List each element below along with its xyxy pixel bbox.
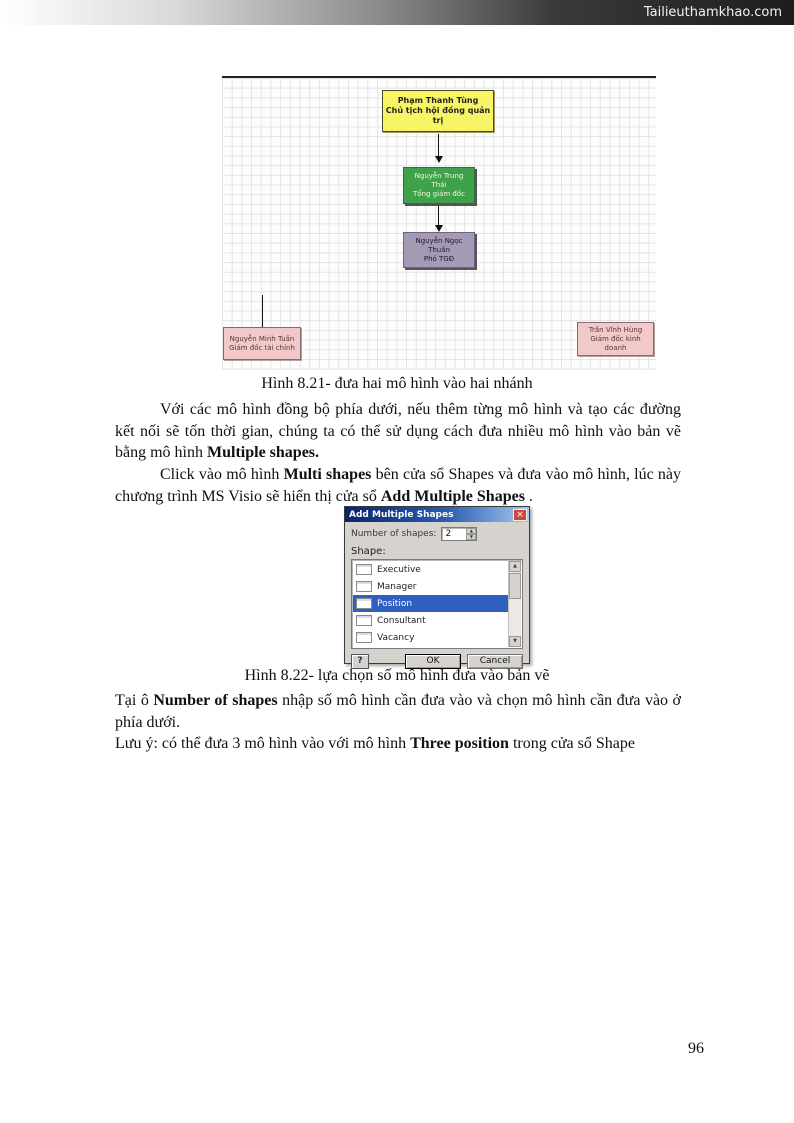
org-box-line: Thuấn — [428, 245, 450, 254]
shape-thumbnail-icon — [356, 564, 372, 575]
figure-caption-8-21: Hình 8.21- đưa hai mô hình vào hai nhánh — [261, 375, 533, 392]
dialog-body — [345, 522, 529, 672]
org-chart-figure — [222, 76, 656, 370]
body-text: Lưu ý: có thể đưa 3 mô hình vào với mô hình — [115, 735, 411, 752]
org-box-line: Nguyễn Ngọc — [415, 236, 463, 245]
dialog-title: Add Multiple Shapes — [349, 509, 454, 520]
watermark-text: Tailieuthamkhao.com — [643, 5, 782, 20]
org-box-line: Phạm Thanh Tùng — [397, 96, 479, 105]
org-box-line: Giám đốc kinh — [590, 334, 641, 343]
shape-listbox — [351, 559, 523, 649]
paragraph-multi-shapes-click — [115, 464, 681, 507]
org-box-line: Giám đốc tài chính — [229, 343, 295, 352]
org-box-finance — [223, 327, 301, 360]
org-box-line: Nguyễn Minh Tuấn — [229, 334, 295, 343]
paragraph-number-of-shapes — [115, 690, 681, 733]
org-box-sales — [577, 322, 654, 356]
shape-thumbnail-icon — [356, 632, 372, 643]
vertical-scrollbar[interactable] — [508, 561, 521, 647]
scrollbar-thumb[interactable] — [509, 573, 521, 599]
list-item-position[interactable] — [353, 595, 508, 612]
spinner-buttons — [466, 528, 476, 540]
list-item-executive[interactable] — [353, 561, 508, 578]
org-box-line: Thái — [431, 181, 447, 189]
shape-list — [353, 561, 508, 647]
dialog-titlebar[interactable] — [345, 507, 529, 522]
org-box-line: Tổng giám đốc — [413, 190, 465, 198]
list-item-label: Vacancy — [377, 632, 415, 643]
arrow-down-icon — [435, 225, 443, 232]
paragraph-note-three-position — [115, 733, 681, 755]
scroll-down-icon[interactable]: ▼ — [509, 636, 521, 647]
bold-term: Number of shapes — [153, 692, 278, 709]
arrow-down-icon — [435, 156, 443, 163]
org-box-line: Nguyễn Trung — [414, 172, 464, 180]
list-item-label: Position — [377, 598, 413, 609]
list-item-vacancy[interactable] — [353, 629, 508, 646]
number-of-shapes-value[interactable]: 2 — [445, 529, 452, 539]
ok-button[interactable]: OK — [405, 654, 461, 669]
page-number: 96 — [688, 1040, 704, 1057]
figure-caption-8-22: Hình 8.22- lựa chọn số mô hình đưa vào bản vẽ — [244, 667, 550, 684]
shape-thumbnail-icon — [356, 598, 372, 609]
list-item-manager[interactable] — [353, 578, 508, 595]
org-box-ceo — [403, 167, 475, 204]
org-box-line: doanh — [604, 343, 627, 352]
shape-label: Shape: — [351, 546, 386, 557]
org-box-deputy — [403, 232, 475, 268]
body-text: nhập số mô hình cần đưa vào và chọn mô hình cần đưa vào ở phía dưới. — [115, 692, 682, 731]
spinner-down-icon[interactable]: ▼ — [466, 534, 476, 540]
list-item-label: Manager — [377, 581, 417, 592]
connector-line — [438, 206, 439, 225]
help-button[interactable]: ? — [351, 654, 369, 669]
bold-term: Three position — [410, 735, 509, 752]
body-text: Click vào mô hình — [160, 466, 284, 483]
body-text: Tại ô — [115, 692, 154, 709]
list-item-consultant[interactable] — [353, 612, 508, 629]
watermark-bar — [0, 0, 794, 25]
org-box-line: trị — [432, 116, 444, 125]
close-icon[interactable]: × — [513, 509, 527, 521]
org-box-line: Trần Vĩnh Hùng — [588, 325, 643, 334]
number-of-shapes-input[interactable] — [441, 527, 477, 541]
number-of-shapes-label: Number of shapes: — [351, 529, 437, 539]
body-text: . — [524, 487, 533, 505]
bold-term: Add Multiple Shapes — [380, 487, 525, 505]
scroll-up-icon[interactable]: ▲ — [509, 561, 521, 572]
add-multiple-shapes-dialog — [344, 506, 530, 664]
list-item-label: Executive — [377, 564, 421, 575]
shape-thumbnail-icon — [356, 615, 372, 626]
cancel-button[interactable]: Cancel — [467, 654, 523, 669]
org-box-line: Chủ tịch hội đồng quản — [385, 106, 491, 115]
list-item-label: Consultant — [377, 615, 426, 626]
body-text: trong cửa sổ Shape — [508, 735, 635, 752]
body-text: Với các mô hình đồng bộ phía dưới, nếu thêm từng mô hình và tạo các đường kết nối sẽ tốn thời gian, chúng ta có thể sử dụng cách đưa nhiều mô hình vào bản vẽ bằng mô hình — [115, 401, 681, 462]
number-of-shapes-row — [351, 527, 523, 541]
connector-line — [262, 295, 263, 327]
spinner-up-icon[interactable]: ▲ — [466, 528, 476, 534]
bold-term: Multi shapes — [283, 466, 372, 483]
body-text: bên cửa sổ Shapes và đưa vào mô hình, lúc này chương trình MS Visio sẽ hiển thị cửa sổ — [115, 466, 682, 505]
bold-term: Multiple shapes. — [207, 444, 320, 462]
connector-line — [438, 134, 439, 156]
shape-thumbnail-icon — [356, 581, 372, 592]
org-box-chairman — [382, 90, 494, 132]
org-box-line: Phó TGĐ — [423, 254, 455, 263]
paragraph-multiple-shapes — [115, 399, 681, 464]
